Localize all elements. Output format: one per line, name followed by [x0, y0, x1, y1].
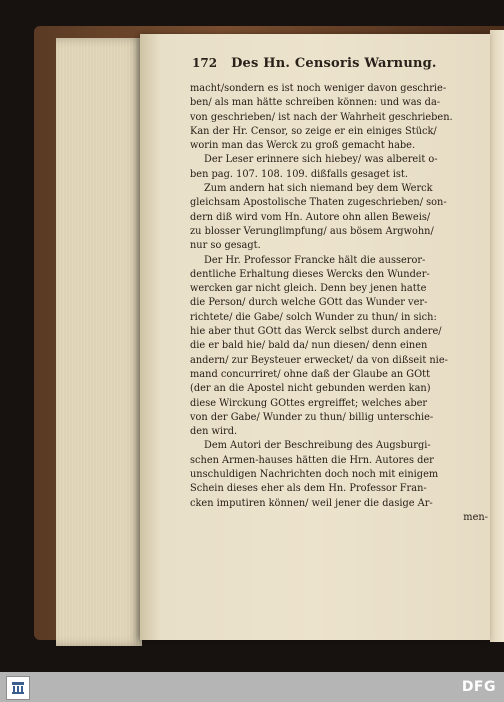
text-line: richtete/ die Gabe/ solch Wunder zu thun/ in sich: — [190, 311, 437, 323]
text-line: zu blosser Verunglimpfung/ aus bösem Argwohn/ — [190, 225, 434, 237]
text-line: die Person/ durch welche GOtt das Wunder ver- — [190, 297, 428, 309]
text-line: Der Leser erinnere sich hiebey/ was albereit o- — [204, 154, 438, 166]
running-head: Des Hn. Censoris Warnung. — [231, 56, 437, 71]
text-line: den wird. — [190, 426, 238, 438]
text-line: von geschrieben/ ist nach der Wahrheit geschrieben. — [190, 111, 453, 123]
text-line: andern/ zur Beysteuer erwecket/ da von dißseit nie- — [190, 354, 448, 366]
text-line: dern diß wird vom Hn. Autore ohn allen Beweis/ — [190, 211, 431, 223]
text-line: hie aber thut GOtt das Werck selbst durch andere/ — [190, 326, 442, 338]
text-line: die er bald hie/ bald da/ nun diesen/ denn einen — [190, 340, 428, 352]
text-line: von der Gabe/ Wunder zu thun/ billig unterschie- — [190, 411, 434, 423]
text-line: cken imputiren können/ weil jener die dasige Ar- — [190, 497, 433, 509]
text-line: mand concurriret/ ohne daß der Glaube an GOtt — [190, 368, 431, 380]
page-edges — [56, 38, 142, 646]
text-line: wercken gar nicht gleich. Denn bey jenen hatte — [190, 283, 427, 295]
text-line: Schein dieses eher als dem Hn. Professor Fran- — [190, 483, 427, 495]
text-line: ben pag. 107. 108. 109. dißfalls gesaget ist. — [190, 168, 408, 180]
text-line: Der Hr. Professor Francke hält die ausseror- — [204, 254, 426, 266]
page-header — [192, 56, 484, 78]
text-line: macht/sondern es ist noch weniger davon geschrie- — [190, 83, 447, 94]
book-page — [140, 34, 490, 640]
text-line: unschuldigen Nachrichten doch noch mit einigem — [190, 469, 439, 481]
viewer-footer-bar — [0, 672, 504, 702]
page-number: 172 — [192, 56, 218, 70]
text-line: nur so gesagt. — [190, 240, 261, 252]
text-line: Zum andern hat sich niemand bey dem Werck — [204, 183, 433, 195]
text-line: diese Wirckung GOttes ergreiffet; welches aber — [190, 397, 428, 409]
next-page-edge — [490, 30, 504, 642]
text-block — [190, 82, 488, 622]
text-line: dentliche Erhaltung dieses Wercks den Wunder- — [190, 268, 430, 280]
text-line: schen Armen-hauses hätten die Hrn. Autores der — [190, 454, 434, 466]
text-line: gleichsam Apostolische Thaten zugeschrieben/ son- — [190, 197, 447, 209]
library-logo-icon[interactable] — [6, 676, 30, 700]
text-line: Dem Autori der Beschreibung des Augsburgi- — [204, 440, 431, 452]
text-line: men- — [463, 511, 488, 523]
text-line: (der an die Apostel nicht gebunden werden kan) — [190, 383, 431, 395]
dfg-logo[interactable]: DFG — [461, 679, 496, 695]
text-line: Kan der Hr. Censor, so zeige er ein einiges Stück/ — [190, 125, 437, 137]
text-line: worin man das Werck zu groß gemacht habe. — [190, 140, 416, 152]
text-line: ben/ als man hätte schreiben können: und was da- — [190, 97, 441, 109]
